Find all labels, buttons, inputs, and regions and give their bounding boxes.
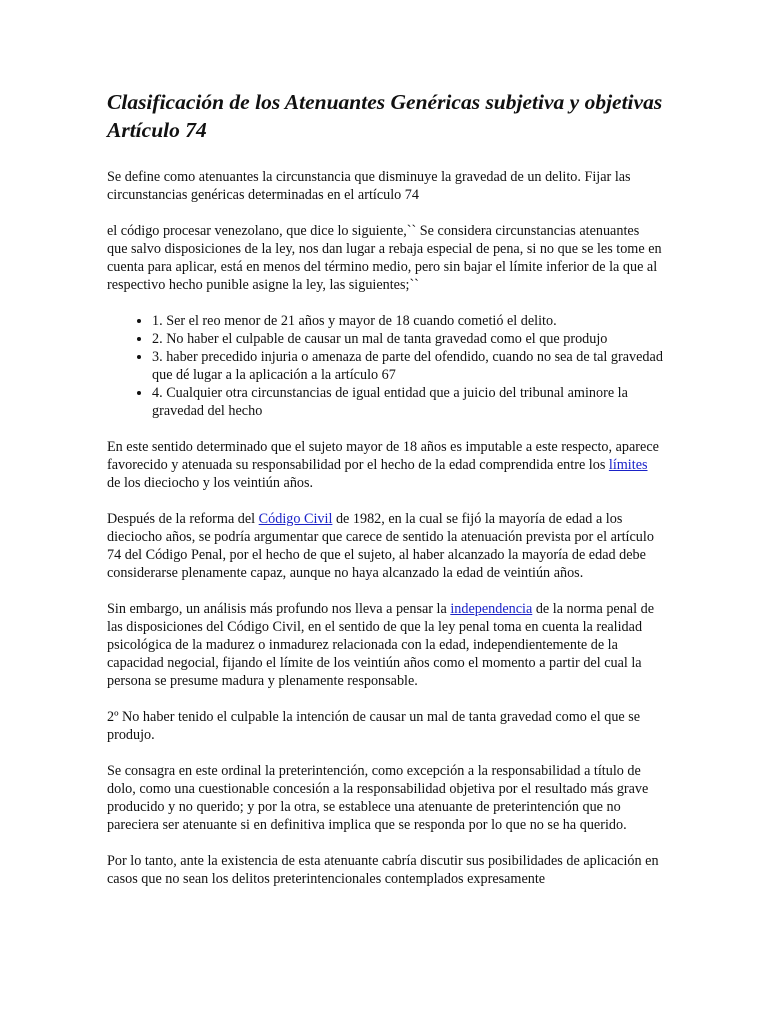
link-limites[interactable]: límites <box>608 457 648 473</box>
attenuating-list <box>107 312 663 420</box>
paragraph-preterintention: Se consagra en este ordinal la preterintención, como excepción a la responsabilidad a título de dolo, como una cuestionable concesión a la responsabilidad objetiva por el resultado más grave producido y no querido; y por la otra, se establece una atenuante de preterintención que no pareciera ser atenuante si en definitiva implica que se responda por lo que no se ha querido. <box>107 763 649 833</box>
paragraph-code-quote: el código procesar venezolano, que dice lo siguiente,`` Se considera circunstancias atenuantes que salvo disposiciones de la ley, nos dan lugar a rebaja especial de pena, si no que se les tome en cuenta para aplicar, está en menos del término medio, pero sin bajar el límite inferior de la que al respectivo hecho punible asigne la ley, las siguientes;`` <box>107 223 662 293</box>
paragraph-independence: Sin embargo, un análisis más profundo nos lleva a pensar la independencia de la norma penal de las disposiciones del Código Civil, en el sentido de que la ley penal toma en cuenta la realidad psicológica de la madurez o inmadurez relacionada con la edad, independientemente de la capacidad negocial, fijando el límite de los veintiún años como el momento a partir del cual la persona se presume madura y plenamente responsable. <box>107 601 654 689</box>
document-body <box>107 88 663 906</box>
link-independencia[interactable]: independencia <box>450 601 533 617</box>
paragraph-definition: Se define como atenuantes la circunstancia que disminuye la gravedad de un delito. Fijar las circunstancias genéricas determinadas en el artículo 74 <box>107 169 631 203</box>
list-item: • 3. haber precedido injuria o amenaza de parte del ofendido, cuando no sea de tal gravedad que dé lugar a la aplicación a la artículo 67 <box>152 348 663 384</box>
paragraph-conclusion: Por lo tanto, ante la existencia de esta atenuante cabría discutir sus posibilidades de aplicación en casos que no sean los delitos preterintencionales contemplados expresamente <box>107 853 659 887</box>
document-title: Clasificación de los Atenuantes Genéricas subjetiva y objetivas Artículo 74 <box>107 90 663 142</box>
list-item: • 1. Ser el reo menor de 21 años y mayor de 18 cuando cometió el delito. <box>152 312 663 330</box>
paragraph-civil-code: Después de la reforma del Código Civil de 1982, en la cual se fijó la mayoría de edad a los dieciocho años, se podría argumentar que carece de sentido la atenuación prevista por el artículo 74 del Código Penal, por el hecho de que el sujeto, al haber alcanzado la mayoría de edad debe considerarse plenamente capaz, aunque no haya alcanzado la edad de veintiún años. <box>107 511 654 581</box>
paragraph-age-limits: En este sentido determinado que el sujeto mayor de 18 años es imputable a este respecto, aparece favorecido y atenuada su responsabilidad por el hecho de la edad comprendida entre los límites de los dieciocho y los veintiún años. <box>107 439 659 491</box>
paragraph-second-ordinal: 2º No haber tenido el culpable la intención de causar un mal de tanta gravedad como el que se produjo. <box>107 709 641 743</box>
list-item: • 4. Cualquier otra circunstancias de igual entidad que a juicio del tribunal aminore la gravedad del hecho <box>152 384 663 420</box>
link-codigo-civil[interactable]: Código Civil <box>258 511 333 527</box>
list-item: • 2. No haber el culpable de causar un mal de tanta gravedad como el que produjo <box>152 330 663 348</box>
